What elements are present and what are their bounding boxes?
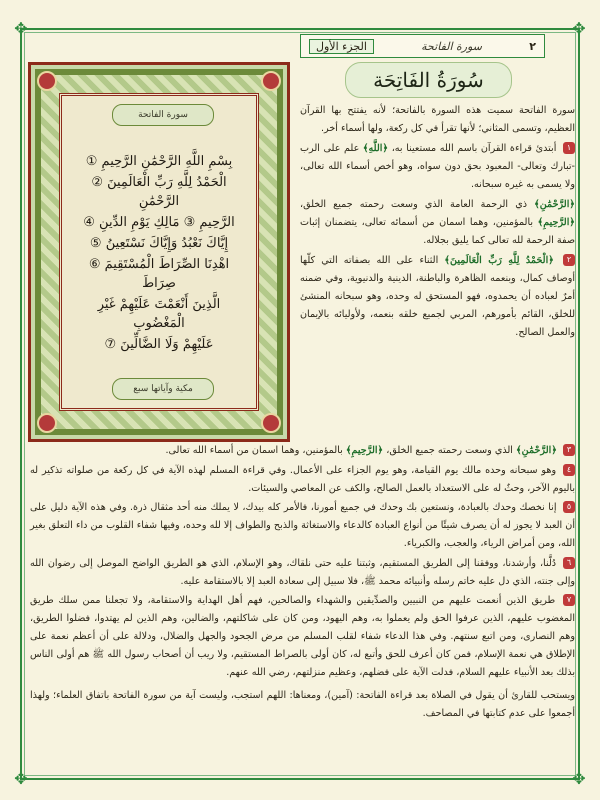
verse-number-badge: ٢ bbox=[563, 254, 575, 266]
tafsir-text: الثناء على الله بصفاته التي كلّها أوصاف كمال، وبنعمه الظاهرة والباطنة، الدينية والدنيوية، وفي ضمنه أمرٌ لعباده أن يحمدوه، فهو المستحق له وحده، وهو سبحانه المنشئ للخلق، القائم بأمورهم، المربي لجميع خلقه بنعمه، ولأوليائه بالإيمان والعمل الصالح. bbox=[300, 255, 575, 338]
verse-number-badge: ٦ bbox=[563, 557, 575, 569]
tafsir-text: بالمؤمنين، وهما اسمان من أسماء الله تعالى. bbox=[165, 445, 343, 456]
tafsir-text: الذي وسعت رحمته جميع الخلق، bbox=[386, 445, 513, 456]
verse-line: الَّذِينَ أَنْعَمْتَ عَلَيْهِمْ غَيْرِ الْمَغْضُوبِ bbox=[97, 297, 221, 331]
corner-ornament-icon: ✥ bbox=[14, 19, 28, 38]
quran-phrase: ﴿الْحَمْدُ لِلَّهِ رَبِّ الْعَالَمِينَ﴾ bbox=[444, 255, 554, 266]
page-number: ٢ bbox=[529, 39, 536, 53]
verse-number-badge: ٥ bbox=[563, 501, 575, 513]
tafsir-paragraph-7 bbox=[30, 555, 575, 591]
ornamental-quran-panel bbox=[28, 62, 290, 442]
tafsir-text: أبتدئ قراءة القرآن باسم الله مستعينا به، bbox=[391, 143, 557, 154]
quran-word: ﴿الرَّحْمَٰنِ﴾ bbox=[534, 199, 575, 210]
verse-line: عَلَيْهِمْ وَلَا الضَّالِّينَ ⑦ bbox=[104, 337, 214, 352]
verse-line: الْحَمْدُ لِلَّهِ رَبِّ الْعَالَمِينَ ② الرَّحْمَٰنِ bbox=[91, 175, 227, 209]
quran-word: ﴿الرَّحِيمِ﴾ bbox=[345, 445, 384, 456]
verse-number-badge: ٣ bbox=[563, 444, 575, 456]
tafsir-text: إنا نخصك وحدك بالعبادة، ونستعين بك وحدك في جميع أمورنا، فالأمر كله بيدك، لا يملك منه أحد مثقال ذرة. وفي هذه الآية دليل على أن العبد لا يجوز له أن يصرف شيئًا من أنواع العبادة كالدعاء والاستغاثة والذبح والطواف إلا لله وحده، وفيها شفاء القلوب من داء التعلق بغير الله، ومن أمراض الرياء، والعجب، والكبرياء. bbox=[30, 502, 575, 549]
juz-label: الجزء الأول bbox=[309, 39, 374, 54]
tafsir-text: علم على الرب -تبارك وتعالى- المعبود بحق دون سواه، وهو أخص أسماء الله تعالى، ولا يسمى به غيره سبحانه. bbox=[300, 143, 575, 190]
rosette-icon bbox=[261, 71, 281, 91]
verse-number-badge: ٧ bbox=[563, 594, 575, 606]
verse-number-badge: ٤ bbox=[563, 464, 575, 476]
tafsir-paragraph-3 bbox=[300, 252, 575, 342]
rosette-icon bbox=[37, 71, 57, 91]
verse-line: بِسْمِ اللَّهِ الرَّحْمَٰنِ الرَّحِيمِ ① bbox=[85, 154, 233, 169]
tafsir-text: طريق الذين أنعمت عليهم من النبيين والصدِّيقين والشهداء والصالحين، فهم أهل الهداية والاستقامة، ولا تجعلنا ممن سلك طريق المغضوب عليهم، الذين عرفوا الحق ولم يعملوا به، وهم اليهود، ومن كان على شاكلتهم، والضالين، وهم الذين لم يهتدوا، فضلوا الطريق، وهم النصارى، ومن اتبع سنتهم. وفي هذا الدعاء شفاء لقلب المسلم من مرض الجحود والجهل والضلال، ودلالة على أن أعظم نعمة على الإطلاق هي نعمة الإسلام، فمن كان أعرف للحق وأتبع له، كان أولى بالصراط المستقيم، ولا ريب أن أصحاب رسول الله ﷺ هم أولى الناس بذلك بعد الأنبياء عليهم السلام، فدلت الآية على فضلهم، وعظيم منزلتهم، رضي الله عنهم. bbox=[30, 595, 575, 678]
corner-ornament-icon: ✥ bbox=[14, 769, 28, 788]
tafsir-text: ذي الرحمة العامة الذي وسعت رحمته جميع الخلق، bbox=[300, 199, 527, 210]
tafsir-paragraph-2 bbox=[300, 196, 575, 250]
quran-word: ﴿الرَّحِيمِ﴾ bbox=[537, 217, 575, 228]
corner-ornament-icon: ✥ bbox=[572, 19, 586, 38]
tafsir-right-column bbox=[300, 102, 575, 344]
tafsir-text: وهو سبحانه وحده مالك يوم القيامة، وهو يوم الجزاء على الأعمال. وفي قراءة المسلم لهذه الآية في كل ركعة من صلواته تذكير له باليوم الآخر، وحثٌ له على الاستعداد بالعمل الصالح، والكف عن المعاصي والسيئات. bbox=[30, 464, 575, 494]
amen-note: ويستحب للقارئ أن يقول في الصلاة بعد قراءة الفاتحة: (آمين)، ومعناها: اللهم استجب، وليست آية من سورة الفاتحة باتفاق العلماء؛ ولهذا أجمعوا على عدم كتابتها في المصاحف. bbox=[30, 690, 575, 720]
tafsir-full-width bbox=[30, 442, 575, 725]
ornamental-inner bbox=[59, 93, 259, 411]
verse-line: الرَّحِيمِ ③ مَالِكِ يَوْمِ الدِّينِ ④ bbox=[83, 215, 235, 230]
tafsir-paragraph-4 bbox=[30, 442, 575, 460]
tafsir-paragraph-1 bbox=[300, 140, 575, 194]
tafsir-text: دُلَّنا، وأرشدنا، ووفقنا إلى الطريق المستقيم، وثبتنا عليه حتى نلقاك، وهو الإسلام، الذي هو الطريق الواضح الموصل إلى رضوان الله وإلى جنته، الذي دل عليه خاتم رسله وأنبيائه محمد ﷺ، فلا سبيل إلى سعادة العبد إلا بالاستقامة عليه. bbox=[30, 557, 575, 587]
tafsir-text: بالمؤمنين، وهما اسمان من أسمائه تعالى، يتضمنان إثبات صفة الرحمة لله تعالى كما يليق بجلاله. bbox=[300, 217, 575, 246]
rosette-icon bbox=[261, 413, 281, 433]
tafsir-paragraph-6 bbox=[30, 499, 575, 552]
surah-title: سُورَةُ الفَاتِحَة bbox=[345, 62, 512, 98]
page-header bbox=[300, 34, 545, 58]
quran-word: ﴿اللَّهِ﴾ bbox=[362, 143, 389, 154]
verse-number-badge: ١ bbox=[563, 142, 575, 154]
tafsir-paragraph-5 bbox=[30, 462, 575, 498]
verse-line: إِيَّاكَ نَعْبُدُ وَإِيَّاكَ نَسْتَعِينُ ⑤ bbox=[89, 236, 229, 251]
intro-paragraph: سورة الفاتحة سميت هذه السورة بالفاتحة؛ لأنه يفتتح بها القرآن العظيم، وتسمى المثاني؛ لأنها تقرأ في كل ركعة، ولها أسماء أخر. bbox=[300, 105, 575, 134]
verse-line: اهْدِنَا الصِّرَاطَ الْمُسْتَقِيمَ ⑥ صِرَاطَ bbox=[88, 257, 230, 291]
quran-verses bbox=[74, 150, 244, 356]
surah-info-cartouche: مكية وآياتها سبع bbox=[112, 378, 214, 400]
surah-name-header: سورة الفاتحة bbox=[421, 39, 483, 53]
tafsir-paragraph-8 bbox=[30, 592, 575, 681]
surah-cartouche: سورة الفاتحة bbox=[112, 104, 214, 126]
quran-word: ﴿الرَّحْمَٰنِ﴾ bbox=[516, 445, 557, 456]
corner-ornament-icon: ✥ bbox=[572, 769, 586, 788]
rosette-icon bbox=[37, 413, 57, 433]
